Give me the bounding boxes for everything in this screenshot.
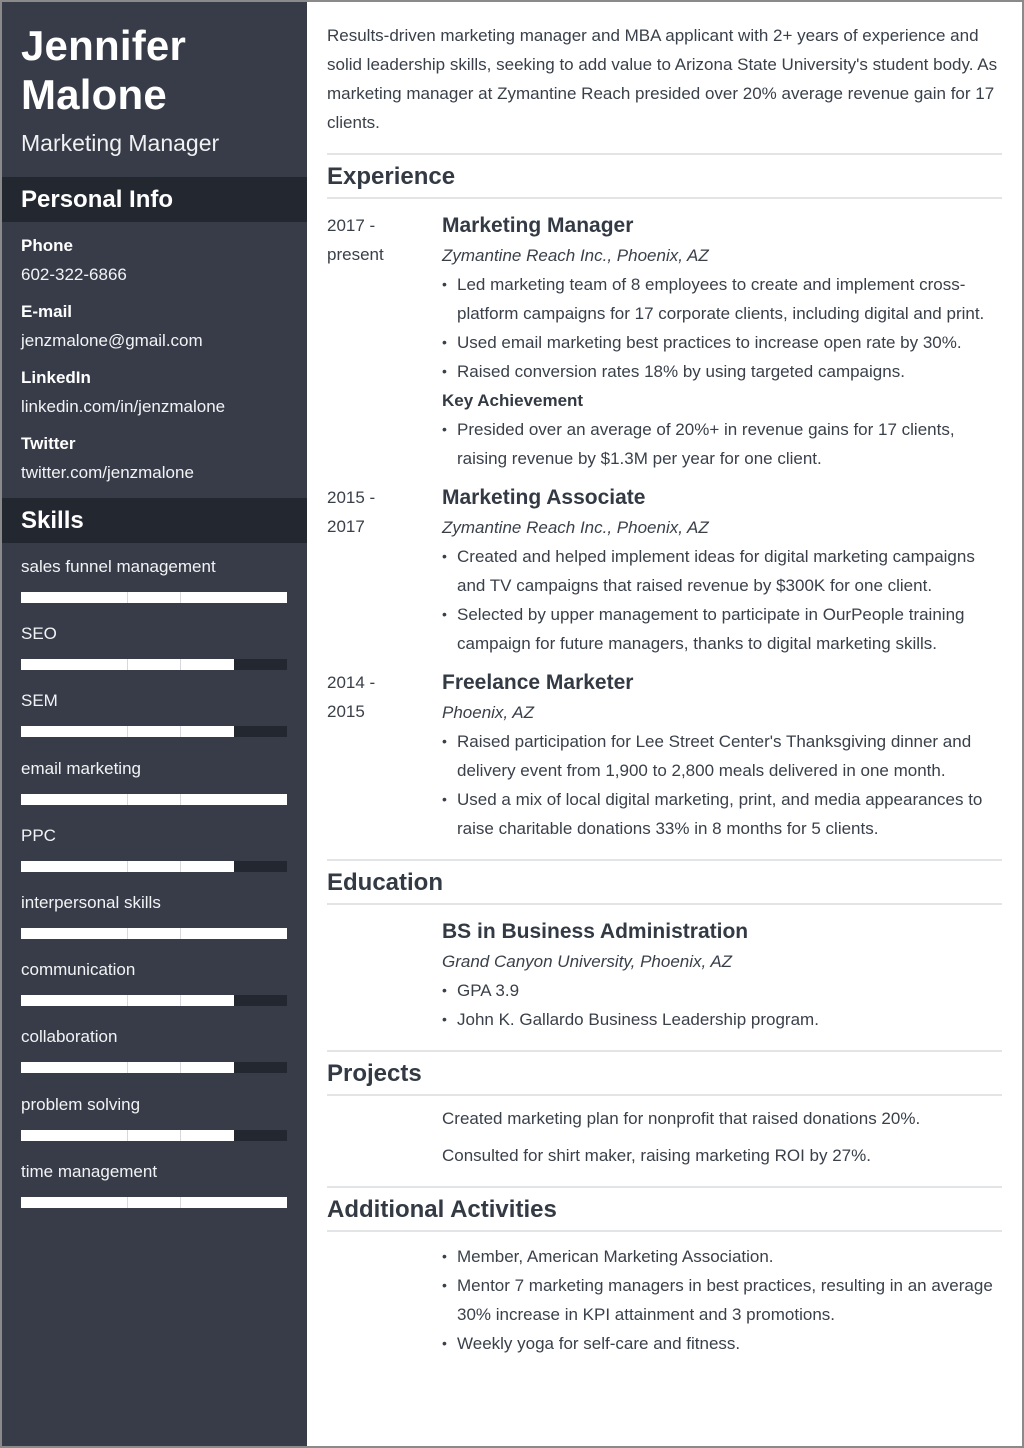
email-value[interactable]: jenzmalone@gmail.com — [21, 331, 203, 350]
job-title: Marketing Manager — [442, 214, 634, 237]
sidebar — [2, 2, 307, 1446]
skill-label: SEO — [21, 624, 57, 644]
skill-level-bar — [21, 592, 287, 603]
experience-bullet: • Raised conversion rates 18% by using targeted campaigns. — [442, 357, 1002, 386]
summary-paragraph: Results-driven marketing manager and MBA applicant with 2+ years of experience and solid leadership skills, seeking to add value to Arizona State University's student body. As marketing manager at Zymantine Reach presided over 20% average revenue gain for 17 clients. — [327, 26, 998, 132]
skill-level-bar — [21, 1062, 287, 1073]
projects-list — [327, 1104, 1002, 1170]
skill-item — [21, 959, 288, 1026]
skill-bar-divider — [127, 659, 128, 670]
skill-label: PPC — [21, 825, 56, 845]
skill-label: interpersonal skills — [21, 892, 161, 912]
skill-level-bar — [21, 794, 287, 805]
skill-label: email marketing — [21, 758, 141, 778]
skill-bar-divider — [127, 726, 128, 737]
main-content — [307, 2, 1022, 1446]
education-bullets — [442, 976, 1002, 1034]
skill-item — [21, 1094, 288, 1161]
education-heading: Education — [327, 859, 1002, 905]
first-name: Jennifer — [21, 22, 186, 69]
job-title: Freelance Marketer — [442, 671, 634, 694]
skill-bar-divider — [127, 861, 128, 872]
candidate-name — [2, 2, 307, 119]
skill-bar-divider — [180, 995, 181, 1006]
skill-item — [21, 1161, 288, 1228]
project-item: Created marketing plan for nonprofit that raised donations 20%. — [442, 1109, 921, 1128]
projects-heading: Projects — [327, 1050, 1002, 1096]
school-name: Grand Canyon University, Phoenix, AZ — [442, 952, 733, 971]
project-item: Consulted for shirt maker, raising marketing ROI by 27%. — [442, 1146, 871, 1165]
date-end: present — [327, 245, 384, 264]
experience-bullet: • Led marketing team of 8 employees to create and implement cross-platform campaigns for 17 corporate clients, including digital and print. — [442, 270, 1002, 328]
skill-level-bar — [21, 1197, 287, 1208]
skill-item — [21, 690, 288, 757]
key-achievement-bullet: • Presided over an average of 20%+ in revenue gains for 17 clients, raising revenue by $1.3M per year for one client. — [442, 415, 1002, 473]
experience-bullet: • Used a mix of local digital marketing, print, and media appearances to raise charitable donations 33% in 8 months for 5 clients. — [442, 785, 1002, 843]
skill-level-bar — [21, 659, 287, 670]
skill-bar-divider — [127, 592, 128, 603]
experience-bullet: • Used email marketing best practices to increase open rate by 30%. — [442, 328, 1002, 357]
education-entry — [327, 917, 1002, 1034]
key-achievement-bullets — [442, 415, 1002, 473]
skill-bar-divider — [180, 726, 181, 737]
skill-bar-divider — [180, 1130, 181, 1141]
experience-body — [442, 668, 1002, 843]
skill-level-bar — [21, 928, 287, 939]
date-end: 2015 — [327, 702, 365, 721]
skill-label: communication — [21, 960, 136, 980]
skill-bar-divider — [180, 592, 181, 603]
phone-item — [21, 234, 288, 287]
linkedin-value[interactable]: linkedin.com/in/jenzmalone — [21, 397, 226, 416]
skill-bar-divider — [180, 861, 181, 872]
activity-bullet: • Weekly yoga for self-care and fitness. — [442, 1329, 1002, 1358]
skill-label: time management — [21, 1161, 158, 1181]
skill-level-bar — [21, 995, 287, 1006]
skill-bar-divider — [180, 928, 181, 939]
skill-level-bar — [21, 1130, 287, 1141]
skill-level-fill — [21, 592, 287, 603]
skills-list — [2, 543, 307, 1228]
skill-bar-divider — [127, 1197, 128, 1208]
skill-bar-divider — [127, 794, 128, 805]
skill-label: collaboration — [21, 1027, 118, 1047]
experience-entry — [327, 483, 1002, 658]
activities-list — [327, 1242, 1002, 1358]
experience-heading: Experience — [327, 153, 1002, 199]
education-bullet: • John K. Gallardo Business Leadership program. — [442, 1005, 1002, 1034]
company-location: Phoenix, AZ — [442, 703, 534, 722]
experience-dates — [327, 668, 442, 843]
linkedin-item — [21, 366, 288, 419]
experience-bullet: • Created and helped implement ideas for digital marketing campaigns and TV campaigns that raised revenue by $300K for one client. — [442, 542, 1002, 600]
degree-title: BS in Business Administration — [442, 920, 749, 943]
candidate-job-title: Marketing Manager — [21, 130, 220, 156]
twitter-label: Twitter — [21, 434, 76, 453]
skill-bar-divider — [180, 659, 181, 670]
date-start: 2015 - — [327, 488, 376, 507]
personal-info-heading: Personal Info — [2, 177, 307, 222]
skill-item — [21, 758, 288, 825]
skill-label: SEM — [21, 691, 58, 711]
skill-item — [21, 623, 288, 690]
twitter-value[interactable]: twitter.com/jenzmalone — [21, 463, 194, 482]
skill-item — [21, 892, 288, 959]
skill-level-fill — [21, 928, 287, 939]
skill-item — [21, 825, 288, 892]
experience-bullets — [442, 542, 1002, 658]
skill-bar-divider — [127, 928, 128, 939]
skill-level-bar — [21, 726, 287, 737]
experience-bullet: • Selected by upper management to participate in OurPeople training campaign for future managers, thanks to digital marketing skills. — [442, 600, 1002, 658]
linkedin-label: LinkedIn — [21, 368, 91, 387]
skill-label: sales funnel management — [21, 557, 216, 576]
date-start: 2014 - — [327, 673, 376, 692]
company-location: Zymantine Reach Inc., Phoenix, AZ — [442, 246, 709, 265]
skill-label: problem solving — [21, 1094, 141, 1114]
skill-bar-divider — [180, 1197, 181, 1208]
experience-bullets — [442, 727, 1002, 843]
skills-heading: Skills — [2, 498, 307, 543]
experience-bullets — [442, 270, 1002, 386]
twitter-item — [21, 432, 288, 485]
phone-value[interactable]: 602-322-6866 — [21, 265, 127, 284]
education-bullet: • GPA 3.9 — [442, 976, 1002, 1005]
skill-level-fill — [21, 794, 287, 805]
skill-level-fill — [21, 1197, 287, 1208]
experience-dates — [327, 483, 442, 658]
email-item — [21, 300, 288, 353]
personal-info-list — [2, 222, 307, 485]
experience-body — [442, 211, 1002, 473]
skill-item — [21, 556, 288, 623]
job-title: Marketing Associate — [442, 486, 646, 509]
skill-bar-divider — [127, 995, 128, 1006]
last-name: Malone — [21, 71, 167, 118]
activity-bullet: • Mentor 7 marketing managers in best practices, resulting in an average 30% increase in KPI attainment and 3 promotions. — [442, 1271, 1002, 1329]
skill-bar-divider — [180, 794, 181, 805]
activities-heading: Additional Activities — [327, 1186, 1002, 1232]
experience-list — [327, 211, 1002, 843]
experience-entry — [327, 668, 1002, 843]
activity-bullet: • Member, American Marketing Association. — [442, 1242, 1002, 1271]
skill-bar-divider — [127, 1130, 128, 1141]
experience-body — [442, 483, 1002, 658]
skill-bar-divider — [180, 1062, 181, 1073]
date-end: 2017 — [327, 517, 365, 536]
skill-bar-divider — [127, 1062, 128, 1073]
activities-bullets — [442, 1242, 1002, 1358]
skill-item — [21, 1026, 288, 1093]
company-location: Zymantine Reach Inc., Phoenix, AZ — [442, 518, 709, 537]
experience-entry — [327, 211, 1002, 473]
phone-label: Phone — [21, 236, 73, 255]
experience-dates — [327, 211, 442, 473]
experience-bullet: • Raised participation for Lee Street Center's Thanksgiving dinner and delivery event from 1,900 to 2,800 meals delivered in one month. — [442, 727, 1002, 785]
skill-level-bar — [21, 861, 287, 872]
key-achievement-heading: Key Achievement — [442, 391, 584, 410]
email-label: E-mail — [21, 302, 73, 321]
date-start: 2017 - — [327, 216, 376, 235]
